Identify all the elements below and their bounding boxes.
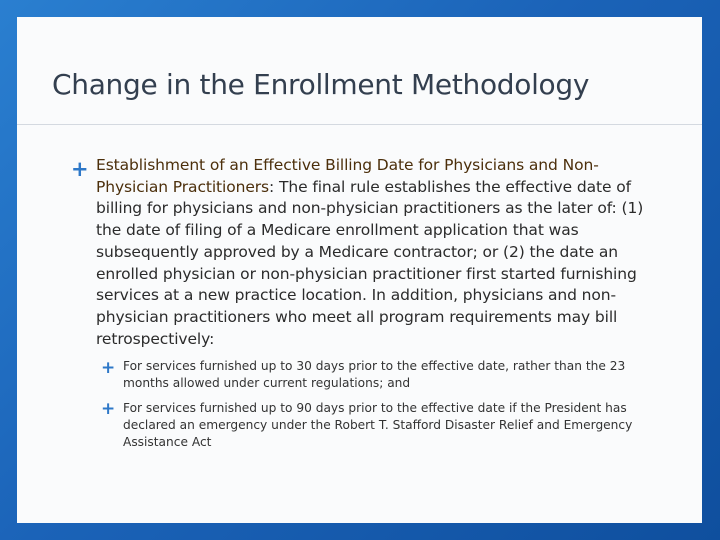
sub-bullet-item: For services furnished up to 30 days prior to the effective date, rather than the 23 months allowed under current regulations; and bbox=[123, 359, 626, 390]
plus-bullet-icon: + bbox=[101, 358, 116, 378]
sub-bullet-item: For services furnished up to 90 days prior to the effective date if the President has declared an emergency under the Robert T. Stafford Disaster Relief and Emergency Assistance Act bbox=[123, 401, 633, 449]
plus-bullet-icon: + bbox=[101, 399, 116, 419]
plus-bullet-icon: + bbox=[71, 157, 89, 181]
main-bullet-lead: Establishment of an Effective Billing Date for Physicians and Non-Physician Practitioners bbox=[96, 156, 599, 196]
main-bullet-text bbox=[96, 155, 666, 350]
title-divider bbox=[17, 124, 702, 125]
main-bullet-body: : The final rule establishes the effective date of billing for physicians and non-physician practitioners as the later of: (1) the date of filing of a Medicare enrollment application that was subsequently approved by a Medicare contractor; or (2) the date an enrolled physician or non-physician practitioner first started furnishing services at a new practice location. In addition, physicians and non-physician practitioners who meet all program requirements may bill retrospectively: bbox=[96, 177, 644, 348]
slide-title: Change in the Enrollment Methodology bbox=[52, 68, 590, 101]
